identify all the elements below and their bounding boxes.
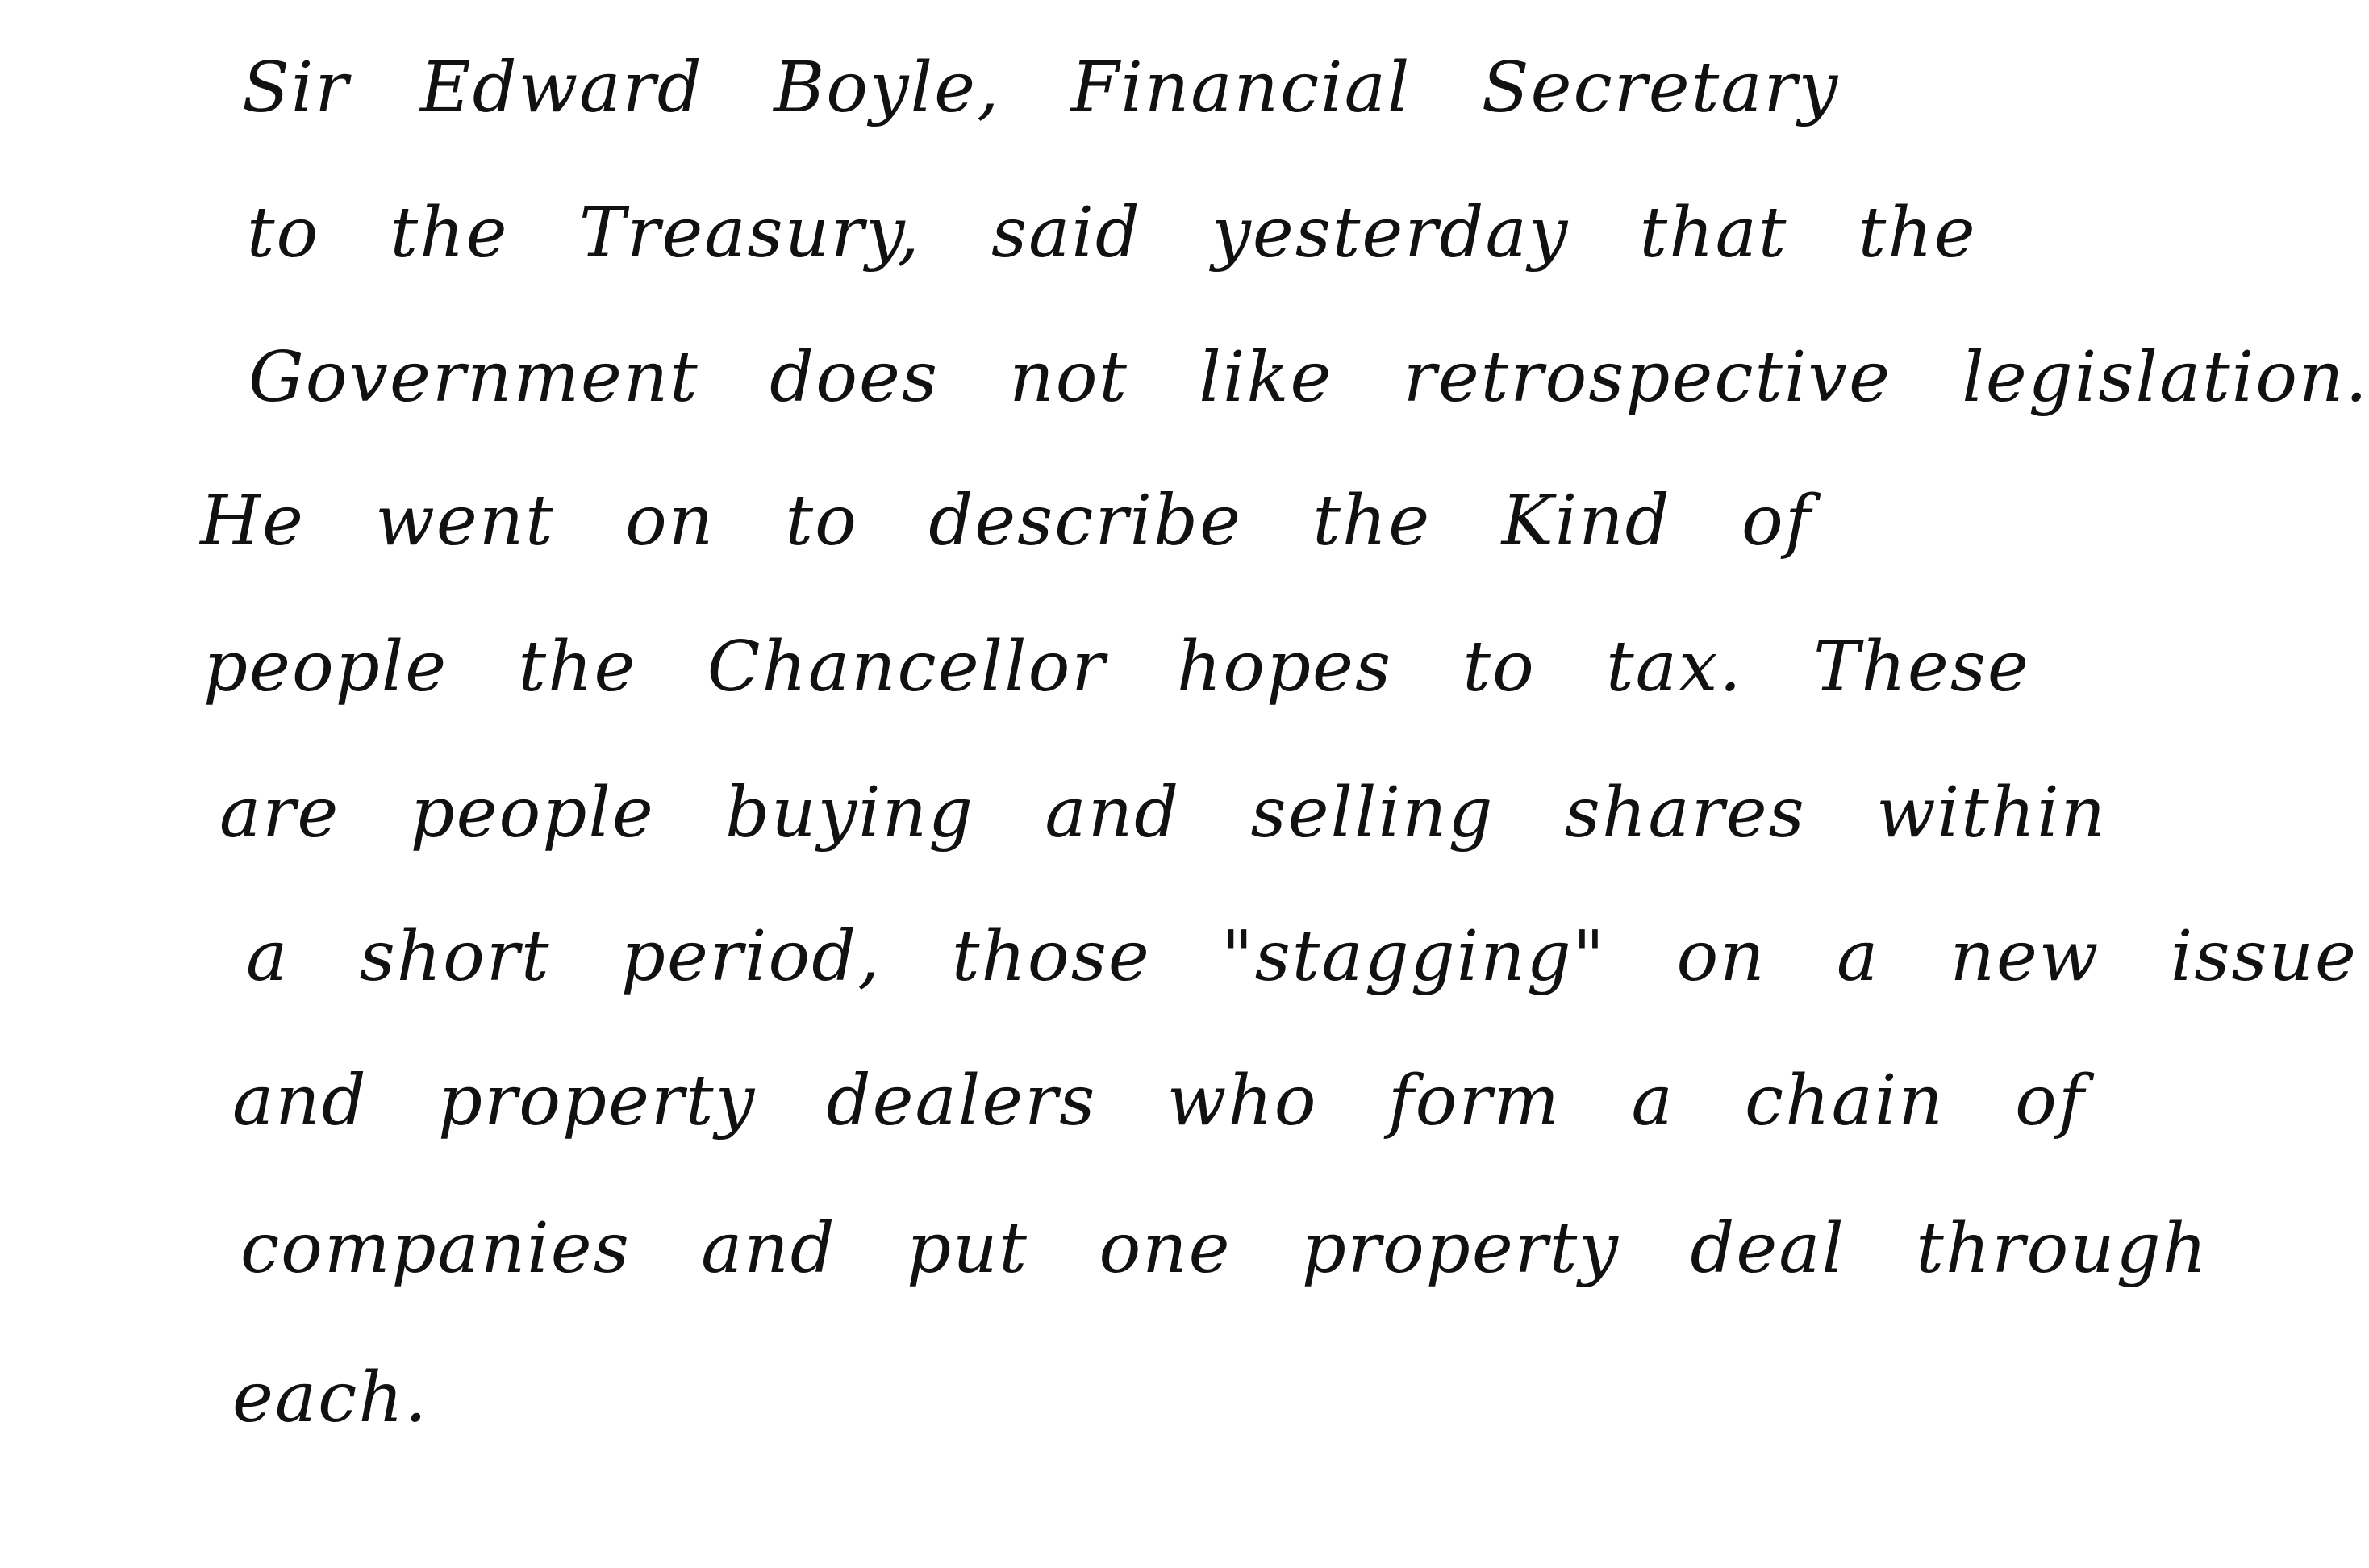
handwritten-line: people the Chancellor hopes to tax. These bbox=[203, 627, 2030, 707]
handwritten-line: each. bbox=[232, 1357, 429, 1438]
handwritten-line: Sir Edward Boyle, Financial Secretary bbox=[242, 48, 1840, 128]
handwritten-line: a short period, those "stagging" on a new issue bbox=[246, 916, 2358, 997]
handwritten-line: are people buying and selling shares within bbox=[219, 773, 2108, 853]
handwritten-line: He went on to describe the Kind of bbox=[200, 481, 1812, 561]
handwritten-line: to the Treasury, said yesterday that the bbox=[247, 193, 1977, 273]
handwritten-line: companies and put one property deal through bbox=[240, 1208, 2209, 1289]
handwritten-line: Government does not like retrospective legislation. bbox=[248, 337, 2369, 418]
handwritten-line: and property dealers who form a chain of bbox=[232, 1061, 2086, 1141]
